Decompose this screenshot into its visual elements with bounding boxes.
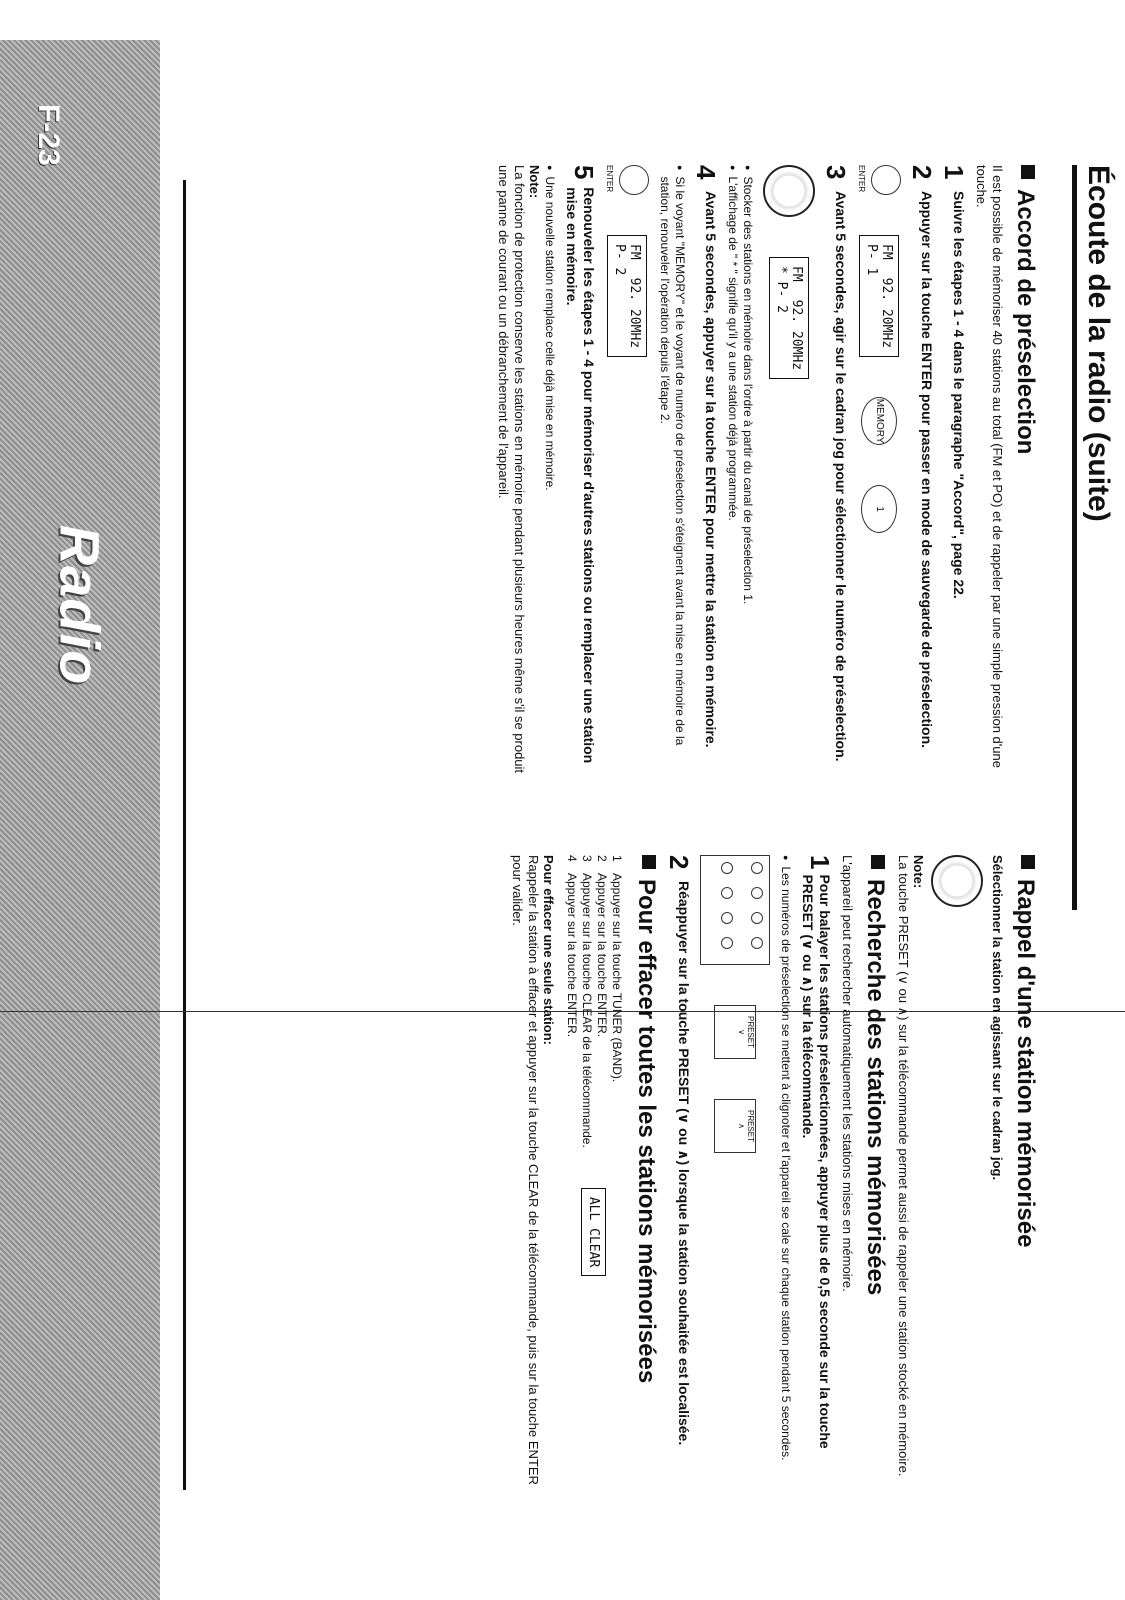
section-heading-recherche: Recherche des stations mémorisées: [861, 855, 889, 1505]
figure-clear: [564, 855, 624, 1505]
lcd-display-3: FM 92. 20MHz P- 2: [607, 235, 647, 357]
step-1: 1 Pour balayer les stations préselectionnées, appuyer plus de 0,5 seconde sur la touche PRESET (∨ ou ∧) sur la télécommande.: [800, 855, 835, 1449]
figure-step4: ENTER FM 92. 20MHz P- 2: [605, 165, 649, 785]
content-sheet: [185, 165, 1115, 1545]
memory-bubble: MEMORY: [861, 397, 897, 445]
list-item: 4 Appuyer sur la touche ENTER.: [565, 855, 579, 1038]
note-heading: Note:: [911, 855, 926, 889]
square-bullet-icon: [1021, 165, 1035, 179]
step-1: 1 Suivre les étapes 1 - 4 dans le paragraphe "Accord", page 22.: [939, 165, 969, 599]
enter-button-icon: [871, 165, 901, 195]
page-title: Écoute de la radio (suite): [1082, 165, 1115, 522]
jog-dial-icon: [763, 165, 815, 217]
square-bullet-icon: [1021, 855, 1035, 869]
remote-control-icon: [700, 855, 770, 965]
bullet: ● Stocker des stations en mémoire dans l'ordre à partir du canal de préselection 1.: [740, 165, 755, 785]
list-item: 1 Appuyer sur la touche TUNER (BAND).: [610, 855, 624, 1083]
figure-step2: ENTER FM 92. 20MHz P- 1 MEMORY 1: [857, 165, 901, 785]
subhead: Sélectionner la station en agissant sur le cadran jog.: [990, 855, 1005, 1181]
preset-number-bubble: 1: [861, 485, 897, 533]
figure-step3: [763, 165, 815, 785]
right-column: [503, 855, 1045, 1505]
bullet: ● Si le voyant "MEMORY" et le voyant de numéro de préselection s'éteignent avant la mise en mémoire de la station, renouveler l'opération depuis l'étape 2.: [657, 165, 687, 785]
step-5: 5 Renouveler les étapes 1 - 4 pour mémoriser d'autres stations ou remplacer une station mise en mémoire.: [564, 165, 599, 764]
note-text: La touche PRESET (∨ ou ∧) sur la télécommande permet aussi de rappeler une station stocké en mémoire.: [896, 855, 911, 1477]
banner-title: Radio: [48, 524, 112, 686]
lcd-display-all-clear: ALL CLEAR: [582, 1188, 607, 1276]
step-4: 4 Avant 5 secondes, appuyer sur la touche ENTER pour mettre la station en mémoire.: [691, 165, 721, 748]
bullet: ● Les numéros de préselection se mettent à clignoter et l'appareil se cale sur chaque station pendant 5 secondes.: [778, 855, 793, 1505]
square-bullet-icon: [871, 855, 885, 869]
section-heading-effacer: Pour effacer toutes les stations mémorisées: [632, 855, 660, 1505]
figure-remote: [700, 855, 770, 1505]
lcd-display-1: FM 92. 20MHz P- 1: [859, 235, 899, 357]
enter-button-icon: [619, 165, 649, 195]
intro-text: L'appareil peut rechercher automatiquement les stations mises en mémoire.: [840, 855, 855, 1292]
bullet: ● Une nouvelle station remplace celle déjà mise en mémoire.: [542, 165, 557, 785]
single-station-text: Rappeler la station à effacer et appuyer sur la touche CLEAR de la télécommande, puis sur la touche ENTER pour valider.: [510, 855, 541, 1485]
note-heading: Note:: [527, 165, 542, 199]
list-item: 2 Appuyer sur la touche ENTER.: [595, 855, 609, 1038]
section-heading-rappel: Rappel d'une station mémorisée: [1011, 855, 1039, 1505]
step-2: 2 Réappuyer sur la touche PRESET (∨ ou ∧) lorsque la station souhaitée est localisée.: [664, 855, 694, 1446]
section-heading-accord: Accord de préselection: [1011, 165, 1039, 785]
note-text: La fonction de protection conserve les stations en mémoire pendant plusieurs heures même s'il se produit une panne de courant ou un débranchement de l'appareil.: [496, 165, 527, 774]
lcd-display-2: FM 92. 20MHz * P- 2: [769, 257, 809, 379]
bullet: ● L'affichage de " * " signifie qu'il y a une station déjà programmée.: [725, 165, 740, 785]
square-bullet-icon: [642, 855, 656, 869]
step-3: 3 Avant 5 secondes, agir sur le cadran jog pour sélectionner le numéro de préselection.: [821, 165, 851, 762]
preset-up-button-icon: PRESET ∧: [714, 1099, 756, 1153]
page-number: F-23: [32, 104, 65, 166]
title-rule: [1072, 165, 1077, 910]
list-item: 3 Appuyer sur la touche CLEAR de la télécommande.: [580, 855, 594, 1148]
jog-dial-icon: [931, 855, 983, 907]
header-banner: [0, 40, 160, 1600]
intro-text: Il est possible de mémoriser 40 stations au total (FM et PO) et de rappeler par une simple pression d'une touche.: [974, 165, 1005, 768]
step-2: 2 Appuyer sur la touche ENTER pour passer en mode de sauvegarde de préselection.: [907, 165, 937, 749]
single-station-heading: Pour effacer une seule station:: [541, 855, 556, 1045]
left-column: [489, 165, 1045, 785]
preset-down-button-icon: PRESET ∨: [714, 1005, 756, 1059]
clear-steps-list: [564, 855, 624, 1148]
